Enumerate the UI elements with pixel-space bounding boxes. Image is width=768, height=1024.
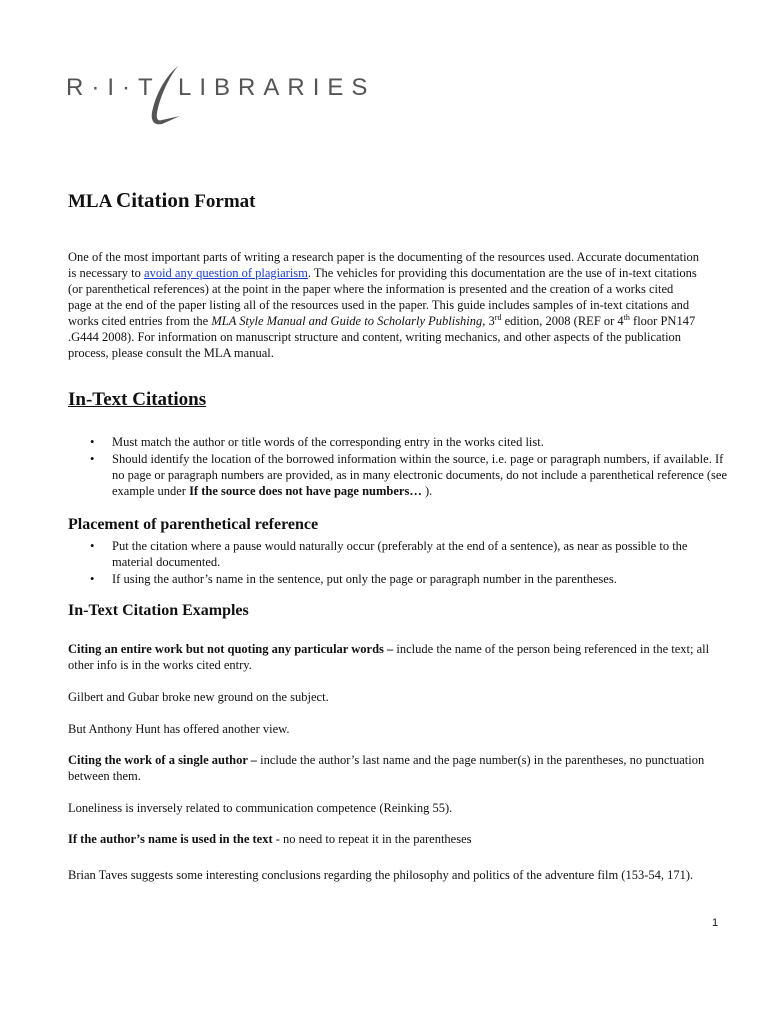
list-item: • If using the author’s name in the sentence, put only the page or paragraph number in the parentheses. (68, 571, 728, 587)
list-item: • Put the citation where a pause would naturally occur (preferably at the end of a sentence), as near as possible to the material documented. (68, 538, 728, 570)
logo-swoosh-icon (148, 64, 184, 126)
logo-libraries-text: LIBRARIES (178, 74, 376, 101)
example-entire-work: Citing an entire work but not quoting any particular words – include the name of the person being referenced in the text; all other info is in the works cited entry. (68, 642, 710, 672)
page-number: 1 (712, 917, 719, 929)
list-item: • Should identify the location of the borrowed information within the source, i.e. page or paragraph numbers, if available. If no page or paragraph numbers are provided, as in many electronic documents, do not include a parenthetical reference (see example under If the source does not have page numbers… ). (68, 451, 728, 499)
list-item: • Must match the author or title words of the corresponding entry in the works cited list. (68, 434, 728, 450)
example-reinking: Loneliness is inversely related to communication competence (Reinking 55). (68, 801, 453, 815)
intro-paragraph: One of the most important parts of writing a research paper is the documenting of the resources used. Accurate documentation is necessary to avoid any question of plagiarism. The vehicles for providing this documentation are the use of in-text citations (or parenthetical references) at the point in the paper where the information is presented and the creation of a works cited page at the end of the paper listing all of the resources used in the paper. This guide includes samples of in-text citations and works cited entries from the MLA Style Manual and Guide to Scholarly Publishing, 3rd edition, 2008 (REF or 4th floor PN147 .G444 2008). For information on manuscript structure and content, writing mechanics, and other aspects of the publication process, please consult the MLA manual. (68, 250, 700, 360)
example-taves: Brian Taves suggests some interesting conclusions regarding the philosophy and politics of the adventure film (153-54, 171). (68, 868, 694, 882)
examples-heading: In-Text Citation Examples (68, 602, 249, 619)
example-name-in-text: If the author’s name is used in the text - no need to repeat it in the parentheses (68, 832, 472, 846)
in-text-citations-list (68, 434, 728, 500)
in-text-citations-heading: In-Text Citations (68, 389, 207, 410)
plagiarism-link[interactable]: avoid any question of plagiarism (144, 266, 308, 280)
example-hunt: But Anthony Hunt has offered another view. (68, 722, 290, 736)
page-title: MLA Citation Format (68, 188, 256, 212)
placement-heading: Placement of parenthetical reference (68, 516, 319, 533)
placement-list (68, 538, 728, 588)
manual-title: MLA Style Manual and Guide to Scholarly Publishing (211, 314, 483, 328)
example-gilbert: Gilbert and Gubar broke new ground on the subject. (68, 690, 329, 704)
example-single-author: Citing the work of a single author – include the author’s last name and the page number(s) in the parentheses, no punctuation between them. (68, 753, 705, 783)
logo-rit-text: R·I·T (66, 74, 161, 101)
